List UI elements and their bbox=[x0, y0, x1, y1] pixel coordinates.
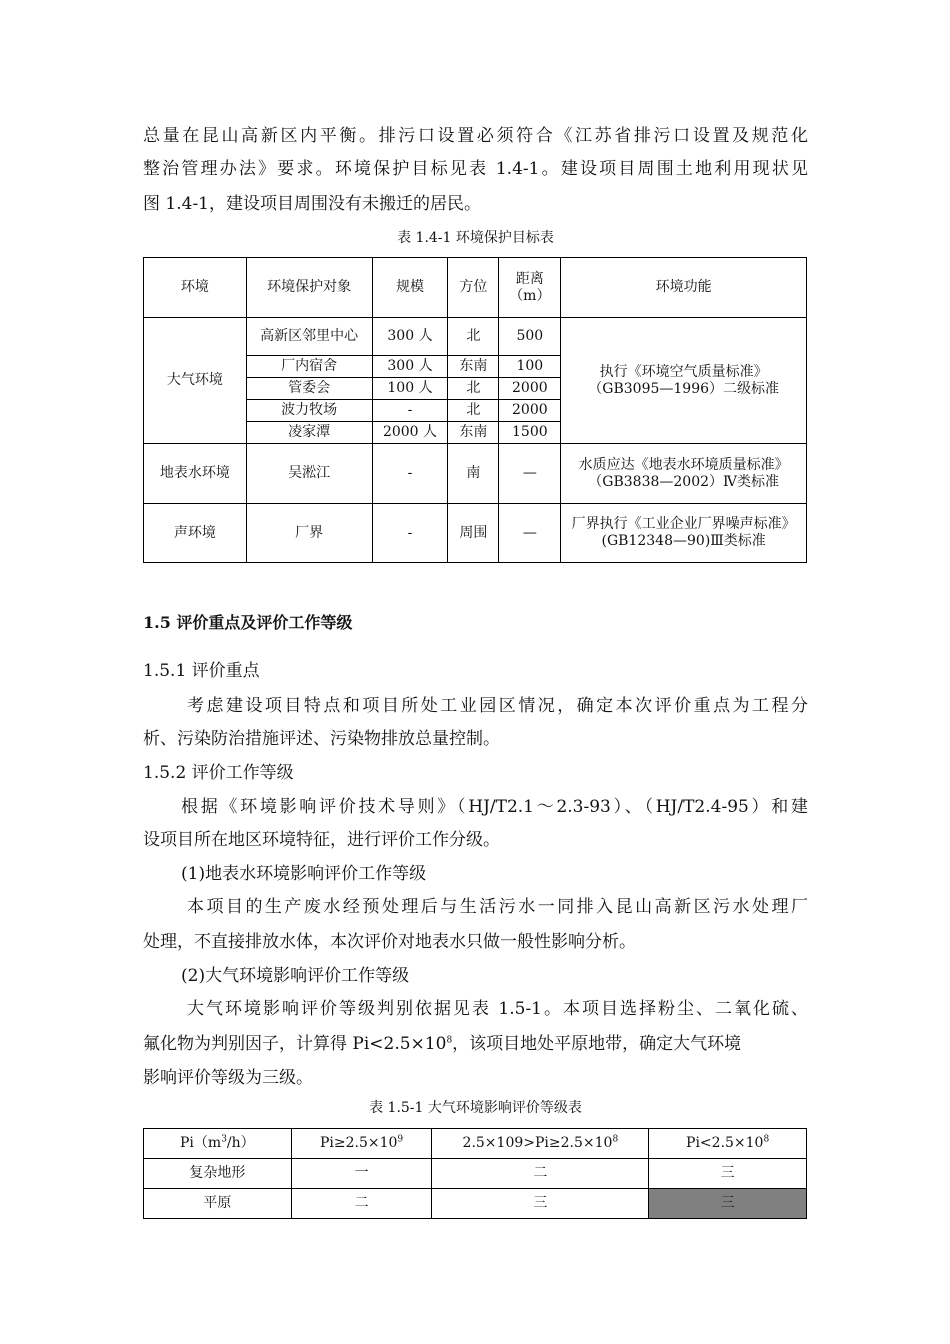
category-cell: 声环境 bbox=[144, 504, 247, 563]
column-header: 距离（m） bbox=[499, 258, 561, 318]
table-cell: 300 人 bbox=[372, 318, 448, 356]
text-run: 氟化物为判别因子，计算得 Pi<2.5×10 bbox=[143, 1034, 447, 1054]
superscript: 8 bbox=[446, 1035, 453, 1046]
table-caption: 表 1.4-1 环境保护目标表 bbox=[397, 230, 554, 246]
paragraph-line: 考虑建设项目特点和项目所处工业园区情况，确定本次评价重点为工程分 bbox=[187, 696, 808, 716]
table-cell: 2000 人 bbox=[372, 422, 448, 444]
text-run: Pi<2.5×10 bbox=[686, 1135, 764, 1151]
row-label: 复杂地形 bbox=[144, 1159, 292, 1189]
table-cell: 一 bbox=[291, 1159, 432, 1189]
paragraph-line: 影响评价等级为三级。 bbox=[143, 1068, 313, 1088]
column-header bbox=[432, 1129, 649, 1159]
subsection-title: 1.5.2 评价工作等级 bbox=[143, 763, 294, 783]
paragraph-line: 总量在昆山高新区内平衡。排污口设置必须符合《江苏省排污口设置及规范化 bbox=[143, 126, 808, 146]
table-cell: 周围 bbox=[448, 504, 499, 563]
paragraph-line: 图 1.4-1，建设项目周围没有未搬迁的居民。 bbox=[143, 194, 481, 214]
function-cell: 水质应达《地表水环境质量标准》（GB3838—2002）Ⅳ类标准 bbox=[561, 444, 807, 504]
table-cell: 二 bbox=[432, 1159, 649, 1189]
row-label: 平原 bbox=[144, 1189, 292, 1219]
table-cell: 南 bbox=[448, 444, 499, 504]
text-run: /h） bbox=[226, 1135, 255, 1151]
highlighted-cell: 三 bbox=[649, 1189, 807, 1219]
column-header bbox=[649, 1129, 807, 1159]
air-assessment-grade-table bbox=[143, 1128, 807, 1219]
text-run: 2.5×109>Pi≥2.5×10 bbox=[462, 1135, 613, 1151]
superscript: 8 bbox=[763, 1134, 770, 1145]
environment-protection-table bbox=[143, 257, 807, 563]
category-cell: 地表水环境 bbox=[144, 444, 247, 504]
table-cell: 厂界 bbox=[246, 504, 372, 563]
item-title: (2)大气环境影响评价工作等级 bbox=[181, 966, 410, 986]
item-title: (1)地表水环境影响评价工作等级 bbox=[181, 864, 427, 884]
column-header: 规模 bbox=[372, 258, 448, 318]
superscript: 3 bbox=[221, 1134, 227, 1145]
table-cell: - bbox=[372, 504, 448, 563]
table-cell: 三 bbox=[432, 1189, 649, 1219]
table-cell: 北 bbox=[448, 400, 499, 422]
function-cell: 厂界执行《工业企业厂界噪声标准》(GB12348—90)Ⅲ类标准 bbox=[561, 504, 807, 563]
table-cell: 北 bbox=[448, 318, 499, 356]
table-cell: 东南 bbox=[448, 356, 499, 378]
table-cell: 厂内宿舍 bbox=[246, 356, 372, 378]
column-header bbox=[291, 1129, 432, 1159]
paragraph-line bbox=[143, 1034, 808, 1054]
table-cell: — bbox=[499, 444, 561, 504]
table-cell: 管委会 bbox=[246, 378, 372, 400]
table-cell: - bbox=[372, 400, 448, 422]
paragraph-line: 本项目的生产废水经预处理后与生活污水一同排入昆山高新区污水处理厂 bbox=[187, 897, 808, 917]
table-cell: 二 bbox=[291, 1189, 432, 1219]
table-cell: 100 人 bbox=[372, 378, 448, 400]
table-cell: 2000 bbox=[499, 400, 561, 422]
table-cell: 凌家潭 bbox=[246, 422, 372, 444]
paragraph-line: 析、污染防治措施评述、污染物排放总量控制。 bbox=[143, 729, 500, 749]
paragraph-line: 设项目所在地区环境特征，进行评价工作分级。 bbox=[143, 830, 500, 850]
table-caption: 表 1.5-1 大气环境影响评价等级表 bbox=[369, 1100, 582, 1116]
table-cell: 东南 bbox=[448, 422, 499, 444]
subsection-title: 1.5.1 评价重点 bbox=[143, 661, 260, 681]
column-header: 环境 bbox=[144, 258, 247, 318]
superscript: 9 bbox=[397, 1134, 404, 1145]
table-cell: — bbox=[499, 504, 561, 563]
table-cell: 三 bbox=[649, 1159, 807, 1189]
table-cell: 吴淞江 bbox=[246, 444, 372, 504]
table-cell: 高新区邻里中心 bbox=[246, 318, 372, 356]
table-cell: 1500 bbox=[499, 422, 561, 444]
table-cell: 500 bbox=[499, 318, 561, 356]
text-run: ，该项目地处平原地带，确定大气环境 bbox=[452, 1034, 742, 1054]
section-heading: 1.5 评价重点及评价工作等级 bbox=[143, 613, 353, 632]
paragraph-line: 根据《环境影响评价技术导则》（HJ/T2.1～2.3-93）、（HJ/T2.4-95）和建 bbox=[181, 797, 808, 817]
superscript: 8 bbox=[612, 1134, 619, 1145]
table-cell: 北 bbox=[448, 378, 499, 400]
paragraph-line: 处理，不直接排放水体，本次评价对地表水只做一般性影响分析。 bbox=[143, 932, 636, 952]
column-header: 环境保护对象 bbox=[246, 258, 372, 318]
function-cell: 执行《环境空气质量标准》（GB3095—1996）二级标准 bbox=[561, 318, 807, 444]
paragraph-line: 整治管理办法》要求。环境保护目标见表 1.4-1。建设项目周围土地利用现状见 bbox=[143, 159, 808, 179]
table-cell: 2000 bbox=[499, 378, 561, 400]
column-header bbox=[144, 1129, 292, 1159]
paragraph-line: 大气环境影响评价等级判别依据见表 1.5-1。本项目选择粉尘、二氧化硫、 bbox=[187, 999, 808, 1019]
column-header: 方位 bbox=[448, 258, 499, 318]
table-cell: 100 bbox=[499, 356, 561, 378]
text-run: Pi≥2.5×10 bbox=[319, 1135, 398, 1151]
table-cell: 300 人 bbox=[372, 356, 448, 378]
category-cell: 大气环境 bbox=[144, 318, 247, 444]
table-cell: - bbox=[372, 444, 448, 504]
column-header: 环境功能 bbox=[561, 258, 807, 318]
text-run: Pi（m bbox=[180, 1135, 222, 1151]
table-cell: 波力牧场 bbox=[246, 400, 372, 422]
